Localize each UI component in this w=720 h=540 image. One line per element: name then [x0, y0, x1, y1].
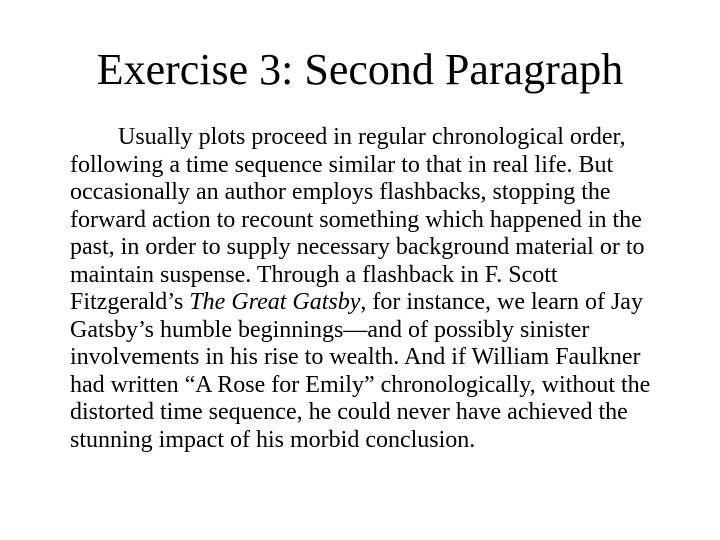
paragraph-line: had written “A Rose for Emily” chronologically, without the: [70, 371, 651, 398]
body-paragraph: [70, 124, 660, 454]
paragraph-line: stunning impact of his morbid conclusion.: [70, 426, 476, 453]
paragraph-line: following a time sequence similar to that in real life. But: [70, 151, 614, 178]
paragraph-line: involvements in his rise to wealth. And if William Faulkner: [70, 344, 641, 370]
paragraph-line: occasionally an author employs flashbacks, stopping the: [70, 179, 611, 205]
paragraph-line: Gatsby’s humble beginnings—and of possibly sinister: [70, 316, 590, 343]
slide-title: Exercise 3: Second Paragraph: [96, 45, 624, 94]
paragraph-line: past, in order to supply necessary background material or to: [70, 234, 645, 260]
paragraph-text: , for instance, we learn of Jay: [360, 289, 643, 315]
paragraph-line: maintain suspense. Through a flashback in F. Scott: [70, 261, 558, 288]
book-title-italic: The Great Gatsby: [189, 289, 361, 315]
paragraph-line: distorted time sequence, he could never have achieved the: [70, 399, 628, 425]
paragraph-text: Fitzgerald’s: [70, 289, 190, 315]
paragraph-line: forward action to recount something which happened in the: [70, 206, 642, 233]
paragraph-line: [70, 289, 660, 317]
paragraph-line: Usually plots proceed in regular chronological order,: [118, 124, 626, 150]
